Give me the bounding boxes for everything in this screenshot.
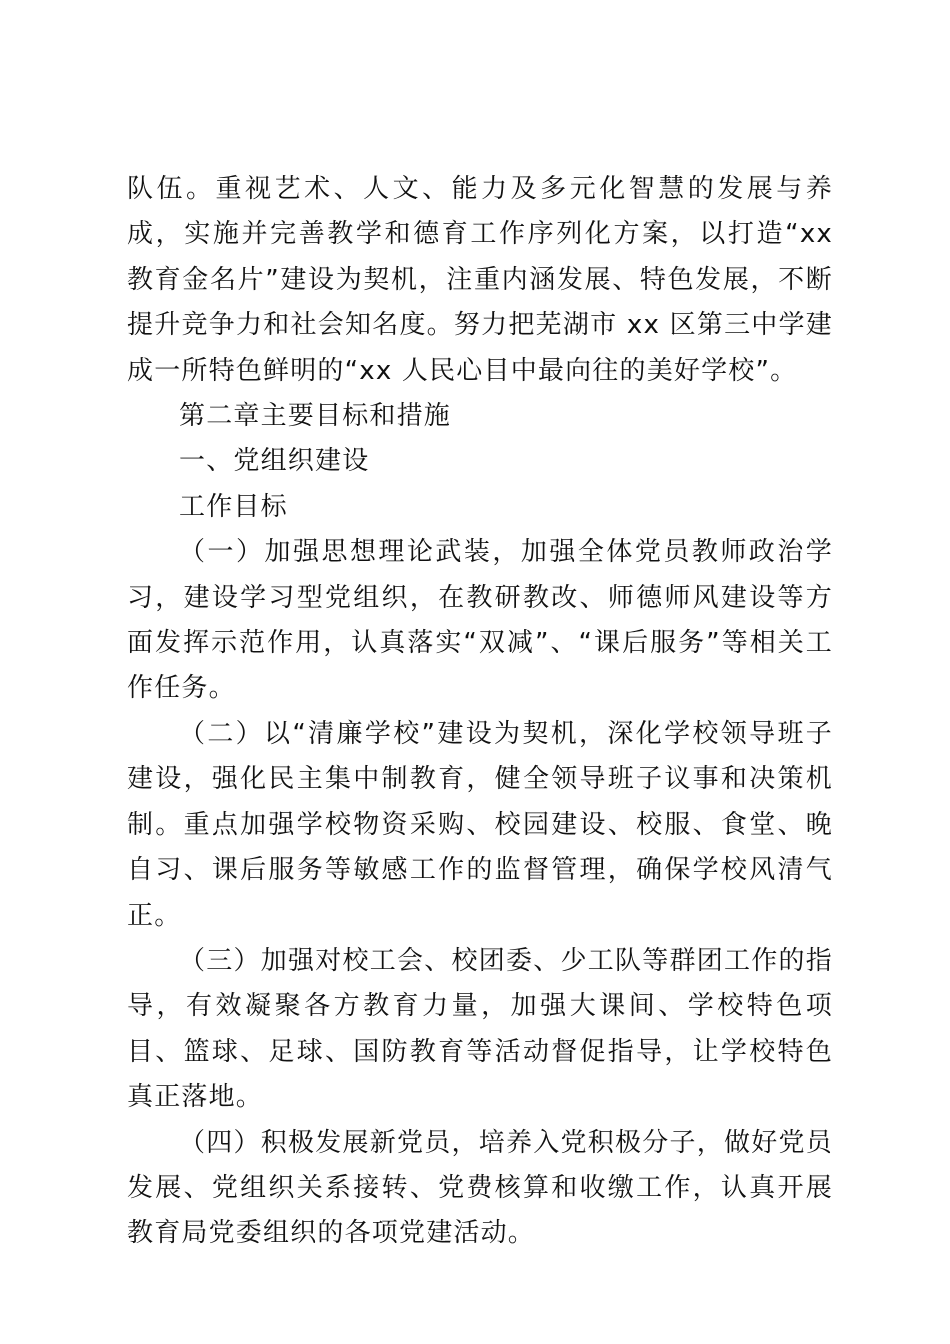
list-item-1: （一）加强思想理论武装，加强全体党员教师政治学习，建设学习型党组织，在教研教改、师德师风建设等方面发挥示范作用，认真落实“双减”、“课后服务”等相关工作任务。 bbox=[127, 537, 833, 704]
section-title: 一、党组织建设 bbox=[179, 446, 370, 477]
document-body bbox=[127, 167, 833, 1257]
intro-paragraph: 队伍。重视艺术、人文、能力及多元化智慧的发展与养成，实施并完善教学和德育工作序列化方案，以打造“xx 教育金名片”建设为契机，注重内涵发展、特色发展，不断提升竞争力和社会知名度。努力把芜湖市 xx 区第三中学建成一所特色鲜明的“xx 人民心目中最向往的美好学校”。 bbox=[127, 174, 833, 386]
list-item-3: （三）加强对校工会、校团委、少工队等群团工作的指导，有效凝聚各方教育力量，加强大课间、学校特色项目、篮球、足球、国防教育等活动督促指导，让学校特色真正落地。 bbox=[127, 945, 833, 1113]
chapter-title: 第二章主要目标和措施 bbox=[179, 401, 452, 432]
list-item-2: （二）以“清廉学校”建设为契机，深化学校领导班子建设，强化民主集中制教育，健全领导班子议事和决策机制。重点加强学校物资采购、校园建设、校服、食堂、晚自习、课后服务等敏感工作的监督管理，确保学校风清气正。 bbox=[127, 718, 833, 931]
subsection-title: 工作目标 bbox=[179, 491, 288, 522]
list-item-4: （四）积极发展新党员，培养入党积极分子，做好党员发展、党组织关系接转、党费核算和收缴工作，认真开展教育局党委组织的各项党建活动。 bbox=[127, 1127, 833, 1249]
